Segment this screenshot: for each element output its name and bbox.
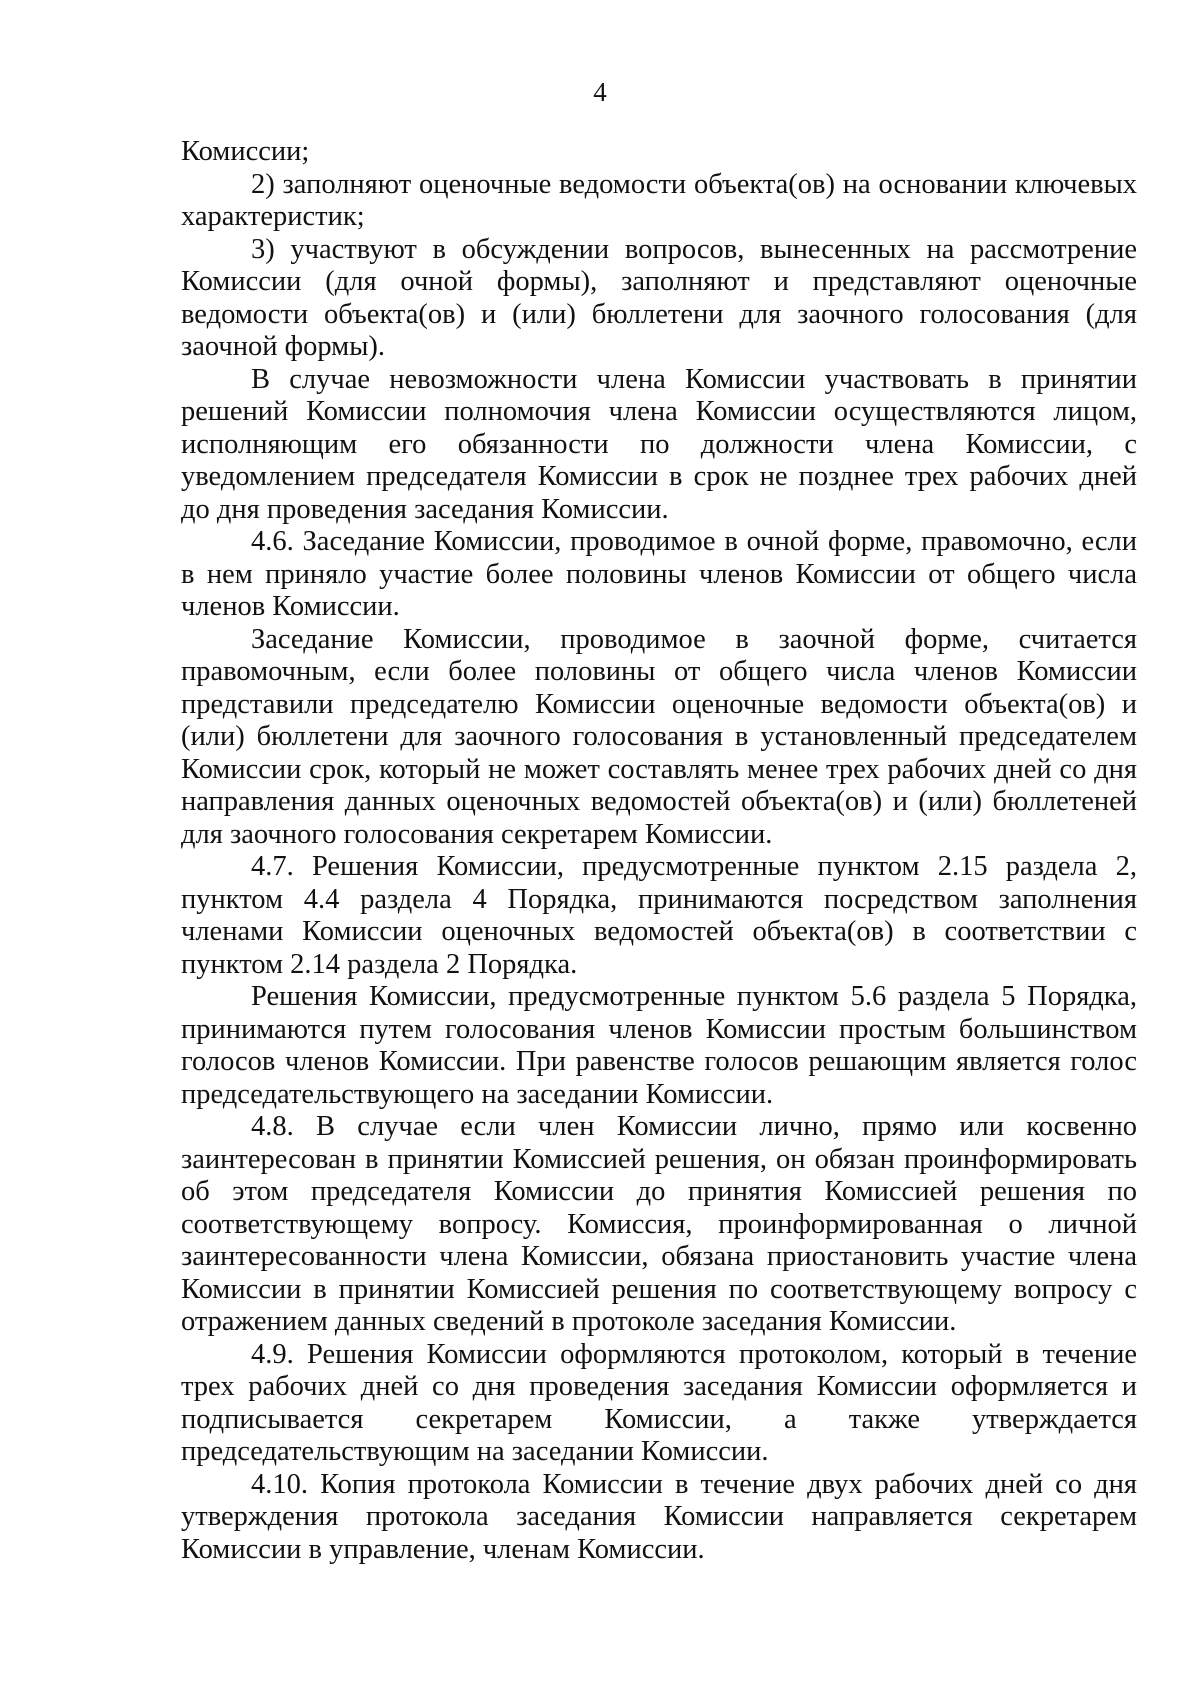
paragraph-4-6: 4.6. Заседание Комиссии, проводимое в очной форме, правомочно, если в нем приняло участие более половины членов Комиссии от общего числа членов Комиссии. — [181, 526, 1137, 622]
paragraph-4-9: 4.9. Решения Комиссии оформляются протоколом, который в течение трех рабочих дней со дня проведения заседания Комиссии оформляется и подписывается секретарем Комиссии, а также утверждается председательствующим на заседании Комиссии. — [181, 1338, 1137, 1467]
paragraph-item-2: 2) заполняют оценочные ведомости объекта(ов) на основании ключевых характеристик; — [181, 168, 1137, 232]
paragraph-4-7: 4.7. Решения Комиссии, предусмотренные пунктом 2.15 раздела 2, пунктом 4.4 раздела 4 Порядка, принимаются посредством заполнения членами Комиссии оценочных ведомостей объекта(ов) в соответствии с пунктом 2.14 раздела 2 Порядка. — [181, 851, 1137, 980]
paragraph-4-6-correspondence: Заседание Комиссии, проводимое в заочной форме, считается правомочным, если более половины от общего числа членов Комиссии представили председателю Комиссии оценочные ведомости объекта(ов) и (или) бюллетени для заочного голосования в установленный председателем Комиссии срок, который не может составлять менее трех рабочих дней со дня направления данных оценочных ведомостей объекта(ов) и (или) бюллетеней для заочного голосования секретарем Комиссии. — [181, 623, 1137, 850]
paragraph-substitution: В случае невозможности члена Комиссии участвовать в принятии решений Комиссии полномочия члена Комиссии осуществляются лицом, исполняющим его обязанности по должности члена Комиссии, с уведомлением председателя Комиссии в срок не позднее трех рабочих дней до дня проведения заседания Комиссии. — [181, 363, 1137, 525]
paragraph-continuation: Комиссии; — [181, 136, 310, 167]
paragraph-item-3: 3) участвуют в обсуждении вопросов, вынесенных на рассмотрение Комиссии (для очной формы), заполняют и представляют оценочные ведомости объекта(ов) и (или) бюллетени для заочного голосования (для заочной формы). — [181, 233, 1137, 362]
document-body — [181, 136, 1137, 1566]
paragraph-4-8: 4.8. В случае если член Комиссии лично, прямо или косвенно заинтересован в принятии Комиссией решения, он обязан проинформировать об этом председателя Комиссии до принятия Комиссией решения по соответствующему вопросу. Комиссия, проинформированная о личной заинтересованности члена Комиссии, обязана приостановить участие члена Комиссии в принятии Комиссией решения по соответствующему вопросу с отражением данных сведений в протоколе заседания Комиссии. — [181, 1111, 1137, 1337]
paragraph-4-10: 4.10. Копия протокола Комиссии в течение двух рабочих дней со дня утверждения протокола заседания Комиссии направляется секретарем Комиссии в управление, членам Комиссии. — [181, 1468, 1137, 1565]
page-number: 4 — [593, 77, 607, 107]
paragraph-4-7-voting: Решения Комиссии, предусмотренные пунктом 5.6 раздела 5 Порядка, принимаются путем голосования членов Комиссии простым большинством голосов членов Комиссии. При равенстве голосов решающим является голос председательствующего на заседании Комиссии. — [181, 981, 1137, 1110]
